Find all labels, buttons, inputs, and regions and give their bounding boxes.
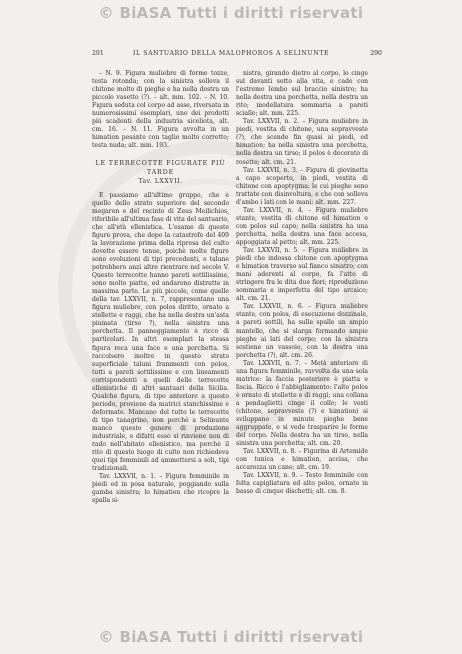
running-title: IL SANTUARIO DELLA MALOPHOROS A SELINUNTE	[132, 50, 330, 57]
body-paragraph: E passiamo all'ultimo gruppo, che è quello dello strato superiore del secondo megaron e del recinto di Zeus Meilichios, riferibile all'ultima fase di vita del santuario, che all'età ellenistica. L'esame di queste figure prova, che dopo la catastrofe del 409 la lavorazione prima della ripresa del culto dovette essere tenue, poichè molte figure sono evoluzioni di tipi precedenti, e talune potrebbero anzi altre rientrare nel secolo V. Questo terrecotte hanno pareti sottilissime, sono molto piatte, ed andarono distrutte in massima parte. Le più piccole, come quelle della tav. LXXVII, n. 7, rappresentano una figura muliebre, con polos diritto, ornato a stellette e raggi, che ha nella destra un'asta piumata (tirso ?), nella sinistra una porchetta. Il panneggiamento è ricco di particolari. In altri esemplari la stessa figura reca una face e una porchetta. Si raccolsero inoltre in questo strato superficiale taluni frammenti con polos, tutti a pareti sottilissime e con lineamenti corrispondenti a quelli delle terrecotte ellenistiche di altri santuari della Sicilia. Qualche figura, di tipo anteriore a questo periodo, proviene da matrici stanchissime e deformate. Mancano del tutto le terrecotte di tipo tanagrino, non perchè a Selinunte mancò questo genere di produzione industriale, e difatti esso si rinviene non di rado nell'abitato ellenistico, ma perchè il rito di questo luogo di culto non richiedeva quei tipi femminili ad ammettersi a soli, tipi tradizionali.	[92, 191, 229, 473]
plate-heading: Tav. LXXVII.	[138, 177, 183, 185]
body-paragraph: Tav. LXXVII, n. 4. – Figura muliebre stante, vestita di chitone ed himation e con polos sul capo; nella sinistra ha una porchetta, nella destra una face accesa, appoggiata al petto; alt. mm. 225.	[236, 206, 368, 246]
body-paragraph: Tav. LXXVII, n. 1. – Figura femminile in piedi ed in posa naturale, poggiando sulla gamba sinistra; lo himation che ricopre la spalla si-	[92, 473, 229, 505]
page-number-left: 291	[92, 50, 104, 57]
body-paragraph: nistra, girando dietro al corpo, lo cinge sul davanti sotto alla vita, e cade con l'estremo lembo sul braccio sinistro; ha nella destra una porchetta, nella destra un rito; modellatura sommaria a pareti scialle; alt. mm. 225.	[236, 70, 368, 118]
body-paragraph: Tav. LXXVII, n. 2. – Figura muliebre in piedi, vestita di chitone, una sopravveste (?), che scende fin quasi ai piedi, ed himation; ha nella sinistra una porchetta, nella destra un tirso; il polos è decorato di rosette; alt. cm. 21.	[236, 118, 368, 166]
right-column	[236, 70, 368, 496]
body-paragraph: Tav. LXXVII, n. 7. – Metà anteriore di una figura femminile, ravvolta da una sola matrice: la faccia posteriore è piatta e liscia. Ricco è l'abbigliamento: l'alto polos è ornato di stellette e di raggi; una collana a pendaglietti cinge il collo; le vesti (chitone, sopravveste (?) e himation) si sviluppano in minute pieghe bene aggruppate, e si vede trasparire le forme del corpo. Nella destra ha un tirso, nella sinistra una porchetta; alt. cm. 20.	[236, 359, 368, 448]
watermark-bottom: © BiASA Tutti i diritti riservati	[98, 628, 364, 646]
page-number-right: 290	[370, 50, 382, 57]
body-paragraph: Tav. LXXVII, n. 8. – Figurina di Artemide con tunica e himation, accisa, che accarezza un cane; alt. cm. 19.	[236, 448, 368, 472]
body-paragraph: Tav. LXXVII, n. 9. – Testo femminile con folta capigliatura ed alto polos, ornato in basso di cinque dischetti; alt. cm. 8.	[236, 472, 368, 496]
body-paragraph: Tav. LXXVII, n. 5. – Figura muliebre in piedi che indossa chitone con apoptygma e himation traverso sul fianco sinistro; con mani aderenti al corpo, fa l'atto di stringere fra le dita due fiori; riproduzione sommaria e imperfetta del tipo arcaico; alt. cm. 21.	[236, 247, 368, 303]
body-paragraph: Tav. LXXVII, n. 6. – Figura muliebre stante, con polos, di esecuzione dozzinale, a pareti sottili, ha sulle spalle un ampio mantello, che si slarga formando ampie pieghe ai lati del corpo; con la sinistra sostiene un vassoio, con la destra una porchetta (?), alt. cm. 26.	[236, 303, 368, 359]
running-header	[0, 50, 462, 64]
left-column	[92, 70, 229, 505]
body-paragraph: Tav. LXXVII, n. 3. – Figura di giovinetta a capo scoperto, in piedi, vestita di chitone con apoptygma; le cui pieghe sono trattate con disinvoltura, e che con solleva d'ambo i lati con le mani; alt. mm. 227.	[236, 166, 368, 206]
section-title: LE TERRECOTTE FIGURATE PIÙ TARDE	[95, 159, 226, 176]
intro-paragraph: – N. 9. Figura muliebre di forme tozze, testa rotonda; con la sinistra solleva il chitone molto di pieghe e ha nella destra un piccolo vasetto (?). – alt. mm. 102. – N. 10. Figura seduta col corpo ad asse, riversata in numerosissimi esemplari, uno dei prodotti più scadenti della industria siceliota, alt. cm. 16. – N. 11. Figura avvolta in un himation pesante con taglio molto corretto; testa nuda; alt. mm. 193.	[92, 70, 229, 150]
watermark-top: © BiASA Tutti i diritti riservati	[98, 4, 364, 22]
